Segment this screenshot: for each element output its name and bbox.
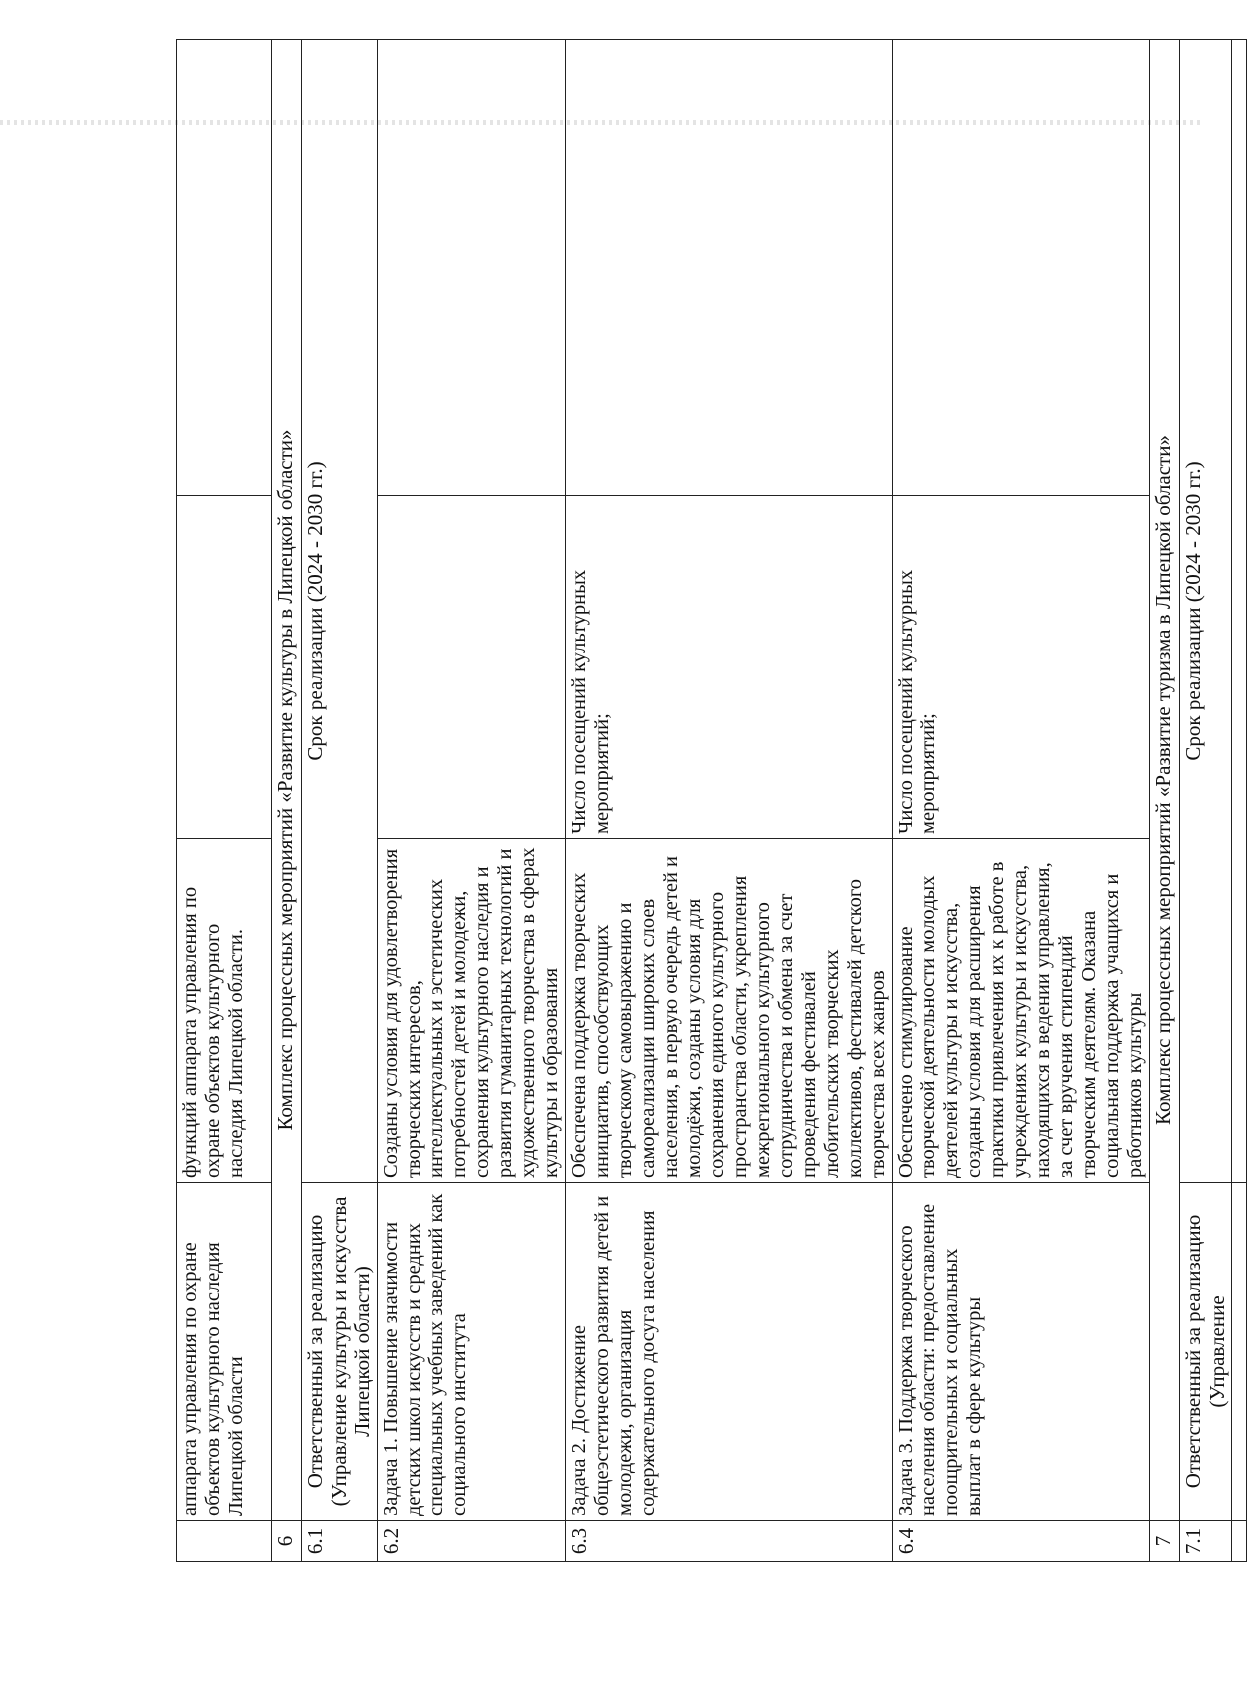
program-table (176, 39, 1247, 1562)
cell-continuation-effect: функций аппарата управления по охране объектов культурного наследия Липецкой области. (177, 839, 272, 1183)
table-row-6-2 (377, 40, 566, 1562)
table-row-section-6 (272, 40, 302, 1562)
cell-empty (1232, 40, 1247, 1183)
row-number: 6.2 (377, 1521, 566, 1562)
row-number: 6.3 (566, 1521, 892, 1562)
section-number: 7 (1150, 1521, 1180, 1562)
table-row-cut (1232, 40, 1247, 1562)
table-row-6-3 (566, 40, 892, 1562)
effect-cell: Обеспечена поддержка творческих инициатив, способствующих творческому самовыражению и самореализации широких слоев населения, в первую очередь детей и молодёжи, созданы условия для сохранения единого культурного пространства области, укрепления межрегионального культурного сотрудничества и обмена за счет проведения фестивалей любительских творческих коллективов, фестивалей детского творчества всех жанров (566, 839, 892, 1183)
indicator-cell (377, 496, 566, 839)
cell-num-empty (177, 1521, 272, 1562)
cell-empty (177, 496, 272, 839)
indicator-cell: Число посещений культурных мероприятий; (892, 496, 1149, 839)
task-cell: Задача 3. Поддержка творческого населения области: предоставление поощрительных и социальных выплат в сфере культуры (892, 1183, 1149, 1521)
cell-empty (892, 40, 1149, 496)
rotated-page (176, 40, 1229, 1562)
term-cell: Срок реализации (2024 - 2030 гг.) (302, 40, 378, 1183)
task-cell: Задача 1. Повышение значимости детских школ искусств и средних специальных учебных заведений как социального института (377, 1183, 566, 1521)
table-row-continuation (177, 40, 272, 1562)
section-number: 6 (272, 1521, 302, 1562)
cell-empty (566, 40, 892, 496)
responsible-cell: Ответственный за реализацию (Управление культуры и искусства Липецкой области) (302, 1183, 378, 1521)
cell-continuation-task: аппарата управления по охране объектов культурного наследия Липецкой области (177, 1183, 272, 1521)
effect-cell: Созданы условия для удовлетворения творческих интересов, интеллектуальных и эстетических потребностей детей и молодежи, сохранения культурного наследия и развития гуманитарных технологий и художественного творчества в сферах культуры и образования (377, 839, 566, 1183)
term-cell: Срок реализации (2024 - 2030 гг.) (1180, 40, 1232, 1183)
task-cell: Задача 2. Достижение общеэстетического развития детей и молодежи, организация содержательного досуга населения (566, 1183, 892, 1521)
table-row-section-7 (1150, 40, 1180, 1562)
section-title: Комплекс процессных мероприятий «Развитие туризма в Липецкой области» (1150, 40, 1180, 1521)
row-number: 6.4 (892, 1521, 1149, 1562)
table-row-6-4 (892, 40, 1149, 1562)
row-number: 7.1 (1180, 1521, 1232, 1562)
table-row-7-1 (1180, 40, 1232, 1562)
table-row-6-1 (302, 40, 378, 1562)
effect-cell: Обеспечено стимулирование творческой деятельности молодых деятелей культуры и искусства, созданы условия для расширения практики привлечения их к работе в учреждениях культуры и искусства, находящихся в ведении управления, за счет вручения стипендий творческим деятелям. Оказана социальная поддержка учащихся и работников культуры (892, 839, 1149, 1183)
indicator-cell: Число посещений культурных мероприятий; (566, 496, 892, 839)
section-title: Комплекс процессных мероприятий «Развитие культуры в Липецкой области» (272, 40, 302, 1521)
cell-empty (177, 40, 272, 496)
cell-empty (1232, 1521, 1247, 1562)
responsible-cell: Ответственный за реализацию (Управление (1180, 1183, 1232, 1521)
cell-empty (1232, 1183, 1247, 1521)
row-number: 6.1 (302, 1521, 378, 1562)
cell-empty (377, 40, 566, 496)
